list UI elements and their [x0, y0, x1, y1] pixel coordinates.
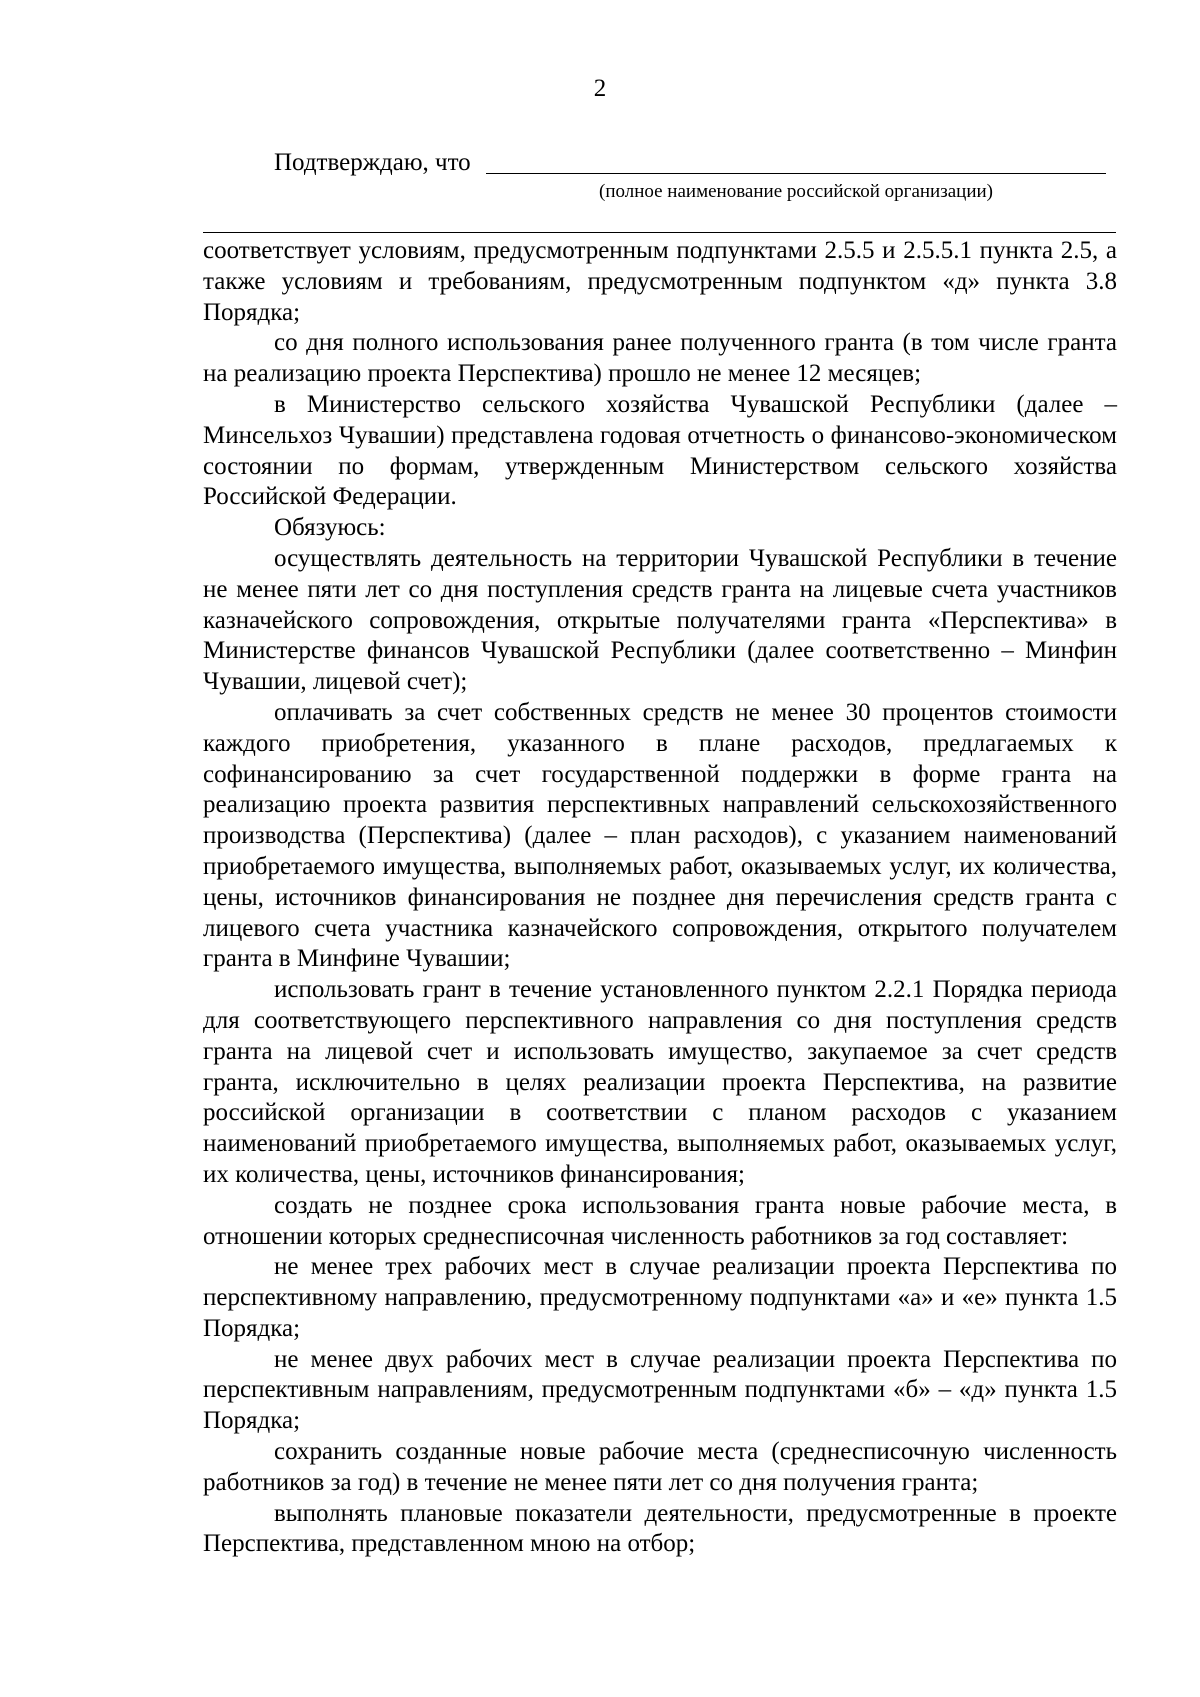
page-number: 2	[593, 75, 607, 102]
organization-name-line	[486, 173, 1106, 174]
organization-name-continuation-line	[203, 232, 1116, 233]
organization-name-caption: (полное наименование российской организации)	[599, 181, 993, 202]
paragraph-grant-usage: использовать грант в течение установленного пунктом 2.2.1 Порядка периода для соответствующего перспективного направления со дня поступления средств гранта на лицевой счет и использовать имущество, закупаемое за счет средств гранта, исключительно в целях реализации проекта Перспектива, на развитие российской организации в соответствии с планом расходов с указанием наименований приобретаемого имущества, выполняемых работ, оказываемых услуг, их количества, цены, источников финансирования;	[203, 976, 1117, 1188]
paragraph-cofinancing: оплачивать за счет собственных средств не менее 30 процентов стоимости каждого приобретения, указанного в плане расходов, предлагаемых к софинансированию за счет государственной поддержки в форме гранта на реализацию проекта развития перспективных направлений сельскохозяйственного производства (Перспектива) (далее – план расходов), с указанием наименований приобретаемого имущества, выполняемых работ, оказываемых услуг, их количества, цены, источников финансирования не позднее дня перечисления средств гранта с лицевого счета участника казначейского сопровождения, открытого получателем гранта в Минфине Чувашии;	[203, 698, 1117, 973]
paragraph-compliance: соответствует условиям, предусмотренным подпунктами 2.5.5 и 2.5.5.1 пункта 2.5, а также условиям и требованиям, предусмотренным подпунктом «д» пункта 3.8 Порядка;	[203, 237, 1117, 326]
paragraph-previous-grant: со дня полного использования ранее полученного гранта (в том числе гранта на реализацию проекта Перспектива) прошло не менее 12 месяцев;	[203, 329, 1117, 388]
paragraph-keep-jobs: сохранить созданные новые рабочие места (среднесписочную численность работников за год) в течение не менее пяти лет со дня получения гранта;	[203, 1438, 1117, 1496]
paragraph-three-jobs: не менее трех рабочих мест в случае реализации проекта Перспектива по перспективному направлению, предусмотренному подпунктами «а» и «е» пункта 1.5 Порядка;	[203, 1253, 1117, 1342]
paragraph-new-jobs: создать не позднее срока использования гранта новые рабочие места, в отношении которых среднесписочная численность работников за год составляет:	[203, 1191, 1117, 1250]
document-body	[203, 236, 1117, 1560]
confirm-label: Подтверждаю, что	[274, 149, 471, 176]
paragraph-activity-term: осуществлять деятельность на территории Чувашской Республики в течение не менее пяти лет со дня поступления средств гранта на лицевые счета участников казначейского сопровождения, открытые получателями гранта «Перспектива» в Министерстве финансов Чувашской Республики (далее соответственно – Минфин Чувашии, лицевой счет);	[203, 544, 1117, 696]
paragraph-two-jobs: не менее двух рабочих мест в случае реализации проекта Перспектива по перспективным направлениям, предусмотренным подпунктами «б» – «д» пункта 1.5 Порядка;	[203, 1345, 1117, 1435]
paragraph-plan-indicators: выполнять плановые показатели деятельности, предусмотренные в проекте Перспектива, представленном мною на отбор;	[203, 1499, 1117, 1558]
paragraph-reporting: в Министерство сельского хозяйства Чувашской Республики (далее – Минсельхоз Чувашии) представлена годовая отчетность о финансово-экономическом состоянии по формам, утвержденным Министерством сельского хозяйства Российской Федерации.	[203, 390, 1117, 511]
paragraph-obligations-heading: Обязуюсь:	[274, 514, 386, 542]
